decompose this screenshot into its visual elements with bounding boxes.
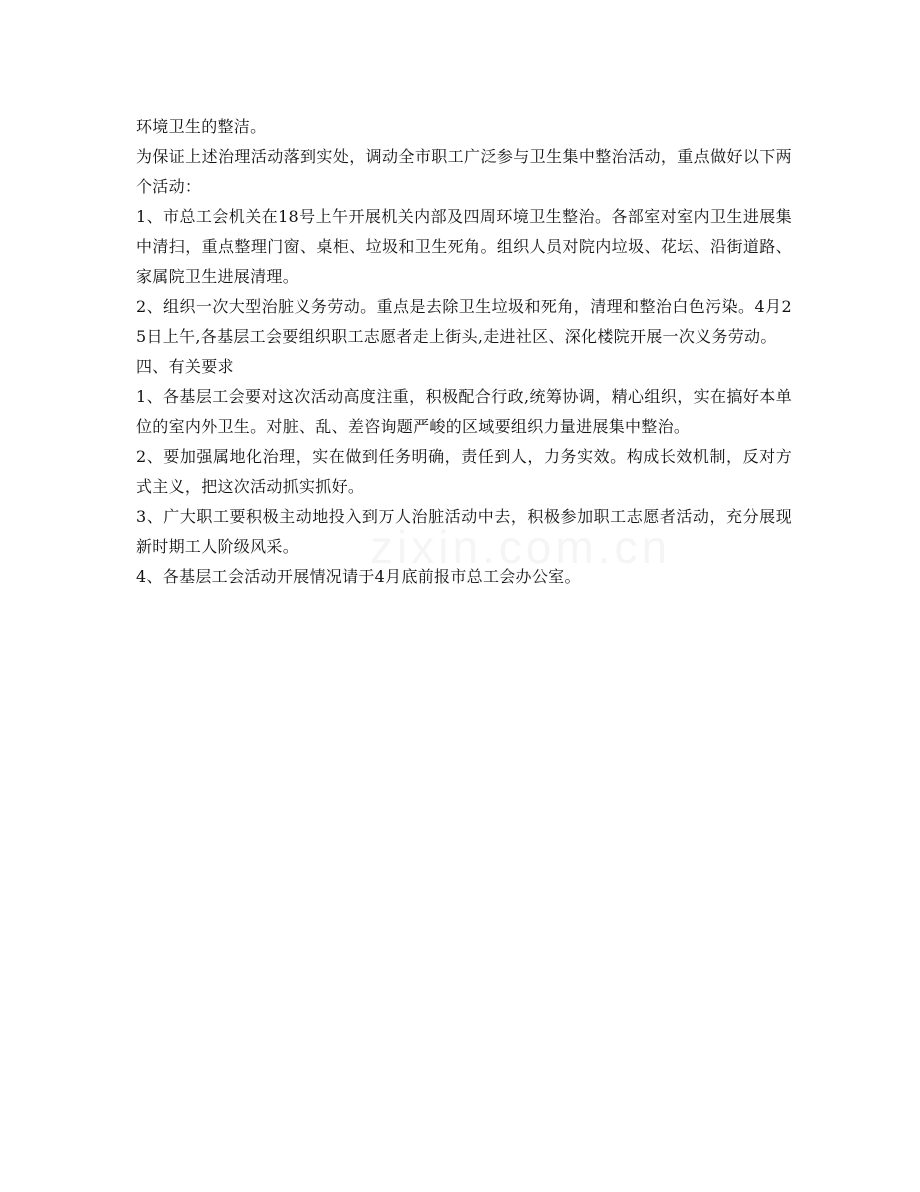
paragraph-goal: 为保证上述治理活动落到实处，调动全市职工广泛参与卫生集中整治活动，重点做好以下两个活动： <box>136 147 792 196</box>
paragraph-intro-tail: 环境卫生的整洁。 <box>136 117 267 136</box>
section-heading-requirements: 四、有关要求 <box>136 357 234 376</box>
paragraph-requirement-4: 4、各基层工会活动开展情况请于4月底前报市总工会办公室。 <box>136 567 581 586</box>
paragraph-activity-2: 2、组织一次大型治脏义务劳动。重点是去除卫生垃圾和死角，清理和整治白色污染。4月25日上午,各基层工会要组织职工志愿者走上街头,走进社区、深化楼院开展一次义务劳动。 <box>136 297 792 346</box>
paragraph-requirement-3: 3、广大职工要积极主动地投入到万人治脏活动中去，积极参加职工志愿者活动，充分展现新时期工人阶级风采。 <box>136 507 792 556</box>
paragraph-activity-1: 1、市总工会机关在18号上午开展机关内部及四周环境卫生整治。各部室对室内卫生进展集中清扫，重点整理门窗、桌柜、垃圾和卫生死角。组织人员对院内垃圾、花坛、沿街道路、家属院卫生进展清理。 <box>136 207 792 286</box>
document-body <box>136 112 792 592</box>
paragraph-requirement-2: 2、要加强属地化治理，实在做到任务明确，责任到人，力务实效。构成长效机制，反对方式主义，把这次活动抓实抓好。 <box>136 447 792 496</box>
paragraph-requirement-1: 1、各基层工会要对这次活动高度注重，积极配合行政,统筹协调，精心组织，实在搞好本单位的室内外卫生。对脏、乱、差咨询题严峻的区域要组织力量进展集中整治。 <box>136 387 792 436</box>
watermark: zixin.com.cn <box>370 521 672 573</box>
